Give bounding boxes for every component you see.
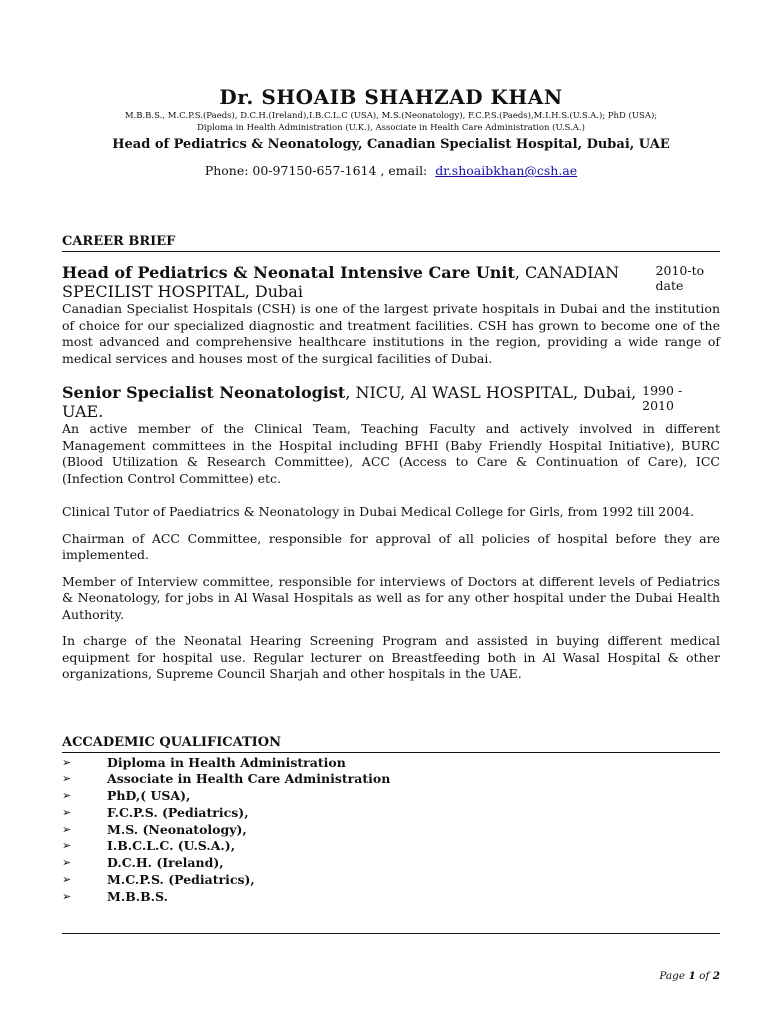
job-1-place: , CANADIAN SPECILIST HOSPITAL, Dubai: [62, 263, 620, 301]
job-2-place: , NICU, Al WASL HOSPITAL, Dubai, UAE.: [62, 383, 637, 421]
resume-page: [62, 84, 720, 906]
list-item: ➢ Associate in Health Care Administration: [62, 771, 391, 787]
credentials-line-1: M.B.B.S., M.C.P.S.(Paeds), D.C.H.(Ireland),I.B.C.L.C (USA), M.S.(Neonatology), F.C.P.S.(Paeds),M.I.H.S.(U.S.A.); PhD (USA);: [124, 111, 658, 121]
hearing-screening-paragraph: In charge of the Neonatal Hearing Screening Program and assisted in buying different medical equipment for hospital use. Regular lecturer on Breastfeeding both in Al Wasal Hospital & other organizations, Supreme Council Sharjah and other hospitals in the UAE.: [62, 633, 720, 681]
career-brief-heading: CAREER BRIEF: [62, 234, 720, 252]
chairman-paragraph: Chairman of ACC Committee, responsible for approval of all policies of hospital before they are implemented.: [62, 530, 720, 562]
arrow-bullet-icon: ➢: [62, 856, 72, 870]
arrow-bullet-icon: ➢: [62, 805, 72, 819]
job-2-line: [62, 383, 720, 421]
job-2-description: An active member of the Clinical Team, Teaching Faculty and actively involved in different Management committees in the Hospital including BFHI (Baby Friendly Hospital Initiative), BURC (Blood Utilization & Research Committee), ACC (Access to Care & Continuation of Care), ICC (Infection Control Committee) etc.: [62, 421, 720, 486]
page-number: Page 1 of 2: [659, 970, 720, 982]
current-role: Head of Pediatrics & Neonatology, Canadian Specialist Hospital, Dubai, UAE: [112, 137, 670, 152]
list-item: ➢ I.B.C.L.C. (U.S.A.),: [62, 838, 236, 854]
list-item: ➢ D.C.H. (Ireland),: [62, 855, 224, 871]
academic-qualification-heading: ACCADEMIC QUALIFICATION: [62, 735, 720, 753]
arrow-bullet-icon: ➢: [62, 822, 72, 836]
arrow-bullet-icon: ➢: [62, 772, 72, 786]
email-link[interactable]: dr.shoaibkhan@csh.ae: [435, 163, 578, 178]
qualification-list: [62, 755, 720, 906]
credentials-line-2: Diploma in Health Administration (U.K.), Associate in Health Care Administration (U.S.A.): [197, 123, 585, 133]
list-item: ➢ M.C.P.S. (Pediatrics),: [62, 872, 255, 888]
list-item: ➢ F.C.P.S. (Pediatrics),: [62, 804, 249, 820]
doctor-name: Dr. SHOAIB SHAHZAD KHAN: [219, 85, 563, 109]
contact-line: [62, 162, 720, 180]
list-item: ➢ PhD,( USA),: [62, 788, 191, 804]
arrow-bullet-icon: ➢: [62, 839, 72, 853]
job-2-title: Senior Specialist Neonatologist: [62, 383, 346, 402]
phone-label: Phone: 00-97150-657-1614 , email:: [204, 163, 428, 178]
job-1-line: [62, 263, 720, 301]
list-item: ➢ Diploma in Health Administration: [62, 754, 346, 770]
arrow-bullet-icon: ➢: [62, 873, 72, 887]
interview-committee-paragraph: Member of Interview committee, responsible for interviews of Doctors at different levels of Pediatrics & Neonatology, for jobs in Al Wasal Hospitals as well as for any other hospital under the Dubai Health Authority.: [62, 573, 720, 622]
footer-divider: [62, 933, 720, 934]
job-1-title: Head of Pediatrics & Neonatal Intensive Care Unit: [62, 263, 515, 282]
list-item: ➢ M.B.B.S.: [62, 888, 168, 904]
job-1-dates: 2010-to date: [655, 263, 705, 293]
job-2-dates: 1990 - 2010: [642, 383, 683, 413]
list-item: ➢ M.S. (Neonatology),: [62, 821, 247, 837]
arrow-bullet-icon: ➢: [62, 889, 72, 903]
arrow-bullet-icon: ➢: [62, 789, 72, 803]
clinical-tutor-paragraph: Clinical Tutor of Paediatrics & Neonatology in Dubai Medical College for Girls, from 1992 till 2004.: [62, 504, 695, 519]
job-1-description: Canadian Specialist Hospitals (CSH) is one of the largest private hospitals in Dubai and the institution of choice for our specialized diagnostic and treatment facilities. CSH has grown to become one of the most advanced and comprehensive healthcare institutions in the region, providing a wide range of medical services and houses most of the surgical facilities of Dubai.: [62, 301, 720, 366]
arrow-bullet-icon: ➢: [62, 755, 72, 769]
